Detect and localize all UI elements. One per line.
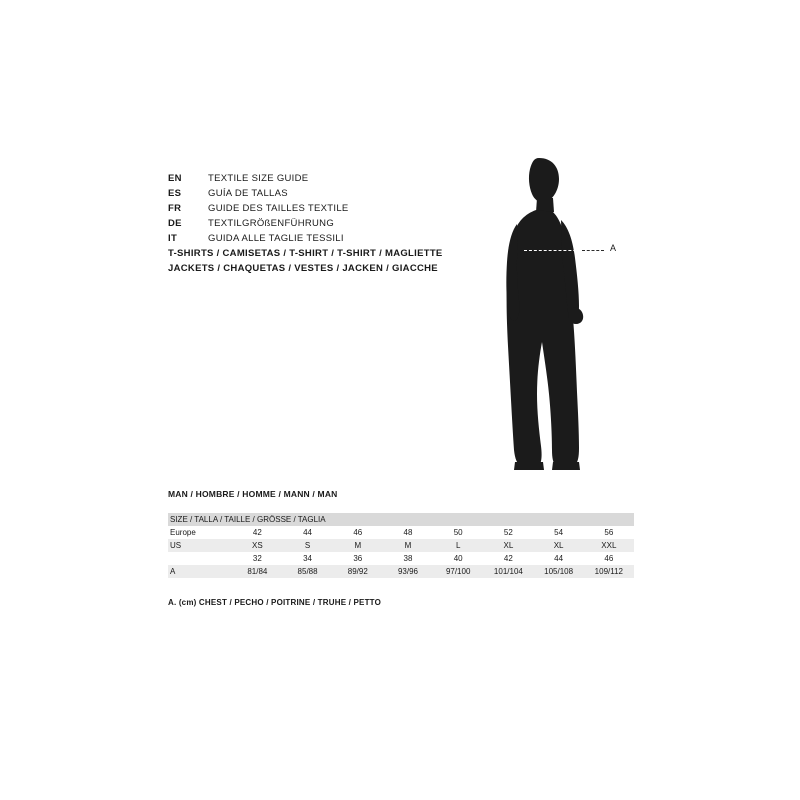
language-code-es: ES bbox=[168, 188, 182, 199]
cell-usnum-4: 40 bbox=[433, 552, 483, 565]
row-label-europe: Europe bbox=[168, 526, 232, 539]
language-row-it bbox=[168, 231, 498, 246]
cell-europe-6: 54 bbox=[533, 526, 583, 539]
cell-us-1: S bbox=[282, 539, 332, 552]
table-row bbox=[168, 526, 634, 539]
language-code-de: DE bbox=[168, 218, 182, 229]
language-row-es bbox=[168, 186, 498, 201]
chest-measure-label: A bbox=[610, 243, 617, 253]
cell-a-4: 97/100 bbox=[433, 565, 483, 578]
table-row bbox=[168, 552, 634, 565]
cell-us-0: XS bbox=[232, 539, 282, 552]
cell-usnum-7: 46 bbox=[584, 552, 634, 565]
cell-europe-2: 46 bbox=[333, 526, 383, 539]
cell-europe-3: 48 bbox=[383, 526, 433, 539]
language-code-en: EN bbox=[168, 173, 182, 184]
language-text-fr: GUIDE DES TAILLES TEXTILE bbox=[208, 203, 349, 214]
language-code-fr: FR bbox=[168, 203, 182, 214]
cell-us-5: XL bbox=[483, 539, 533, 552]
cell-a-6: 105/108 bbox=[533, 565, 583, 578]
cell-usnum-1: 34 bbox=[282, 552, 332, 565]
cell-a-7: 109/112 bbox=[584, 565, 634, 578]
cell-usnum-3: 38 bbox=[383, 552, 433, 565]
table-header-label: SIZE / TALLA / TAILLE / GRÖSSE / TAGLIA bbox=[168, 513, 634, 526]
language-text-it: GUIDA ALLE TAGLIE TESSILI bbox=[208, 233, 344, 244]
cell-us-3: M bbox=[383, 539, 433, 552]
cell-us-6: XL bbox=[533, 539, 583, 552]
cell-us-7: XXL bbox=[584, 539, 634, 552]
table-footnote: A. (cm) CHEST / PECHO / POITRINE / TRUHE / PETTO bbox=[168, 598, 382, 607]
table-header-row bbox=[168, 513, 634, 526]
row-label-a: A bbox=[168, 565, 232, 578]
language-text-es: GUÍA DE TALLAS bbox=[208, 188, 288, 199]
male-silhouette-figure bbox=[495, 150, 665, 480]
cell-a-5: 101/104 bbox=[483, 565, 533, 578]
cell-a-2: 89/92 bbox=[333, 565, 383, 578]
cell-europe-0: 42 bbox=[232, 526, 282, 539]
size-table bbox=[168, 513, 634, 578]
cell-a-1: 85/88 bbox=[282, 565, 332, 578]
table-row bbox=[168, 539, 634, 552]
cell-a-3: 93/96 bbox=[383, 565, 433, 578]
language-row-fr bbox=[168, 201, 498, 216]
product-category-list bbox=[168, 246, 443, 276]
language-code-it: IT bbox=[168, 233, 178, 244]
language-row-de bbox=[168, 216, 498, 231]
cell-usnum-0: 32 bbox=[232, 552, 282, 565]
cell-usnum-6: 44 bbox=[533, 552, 583, 565]
language-list bbox=[168, 171, 498, 246]
cell-europe-1: 44 bbox=[282, 526, 332, 539]
cell-usnum-2: 36 bbox=[333, 552, 383, 565]
product-category-jackets: JACKETS / CHAQUETAS / VESTES / JACKEN / GIACCHE bbox=[168, 263, 438, 274]
table-title: MAN / HOMBRE / HOMME / MANN / MAN bbox=[168, 489, 338, 499]
cell-usnum-5: 42 bbox=[483, 552, 533, 565]
row-label-us-numeric bbox=[168, 552, 232, 565]
cell-us-2: M bbox=[333, 539, 383, 552]
cell-europe-4: 50 bbox=[433, 526, 483, 539]
row-label-us: US bbox=[168, 539, 232, 552]
table-row bbox=[168, 565, 634, 578]
cell-europe-7: 56 bbox=[584, 526, 634, 539]
cell-a-0: 81/84 bbox=[232, 565, 282, 578]
chest-measure-leader bbox=[582, 250, 604, 252]
language-row-en bbox=[168, 171, 498, 186]
language-text-de: TEXTILGRÖßENFÜHRUNG bbox=[208, 218, 335, 229]
language-text-en: TEXTILE SIZE GUIDE bbox=[208, 173, 309, 184]
cell-europe-5: 52 bbox=[483, 526, 533, 539]
product-category-tshirts: T-SHIRTS / CAMISETAS / T-SHIRT / T-SHIRT / MAGLIETTE bbox=[168, 248, 443, 259]
cell-us-4: L bbox=[433, 539, 483, 552]
